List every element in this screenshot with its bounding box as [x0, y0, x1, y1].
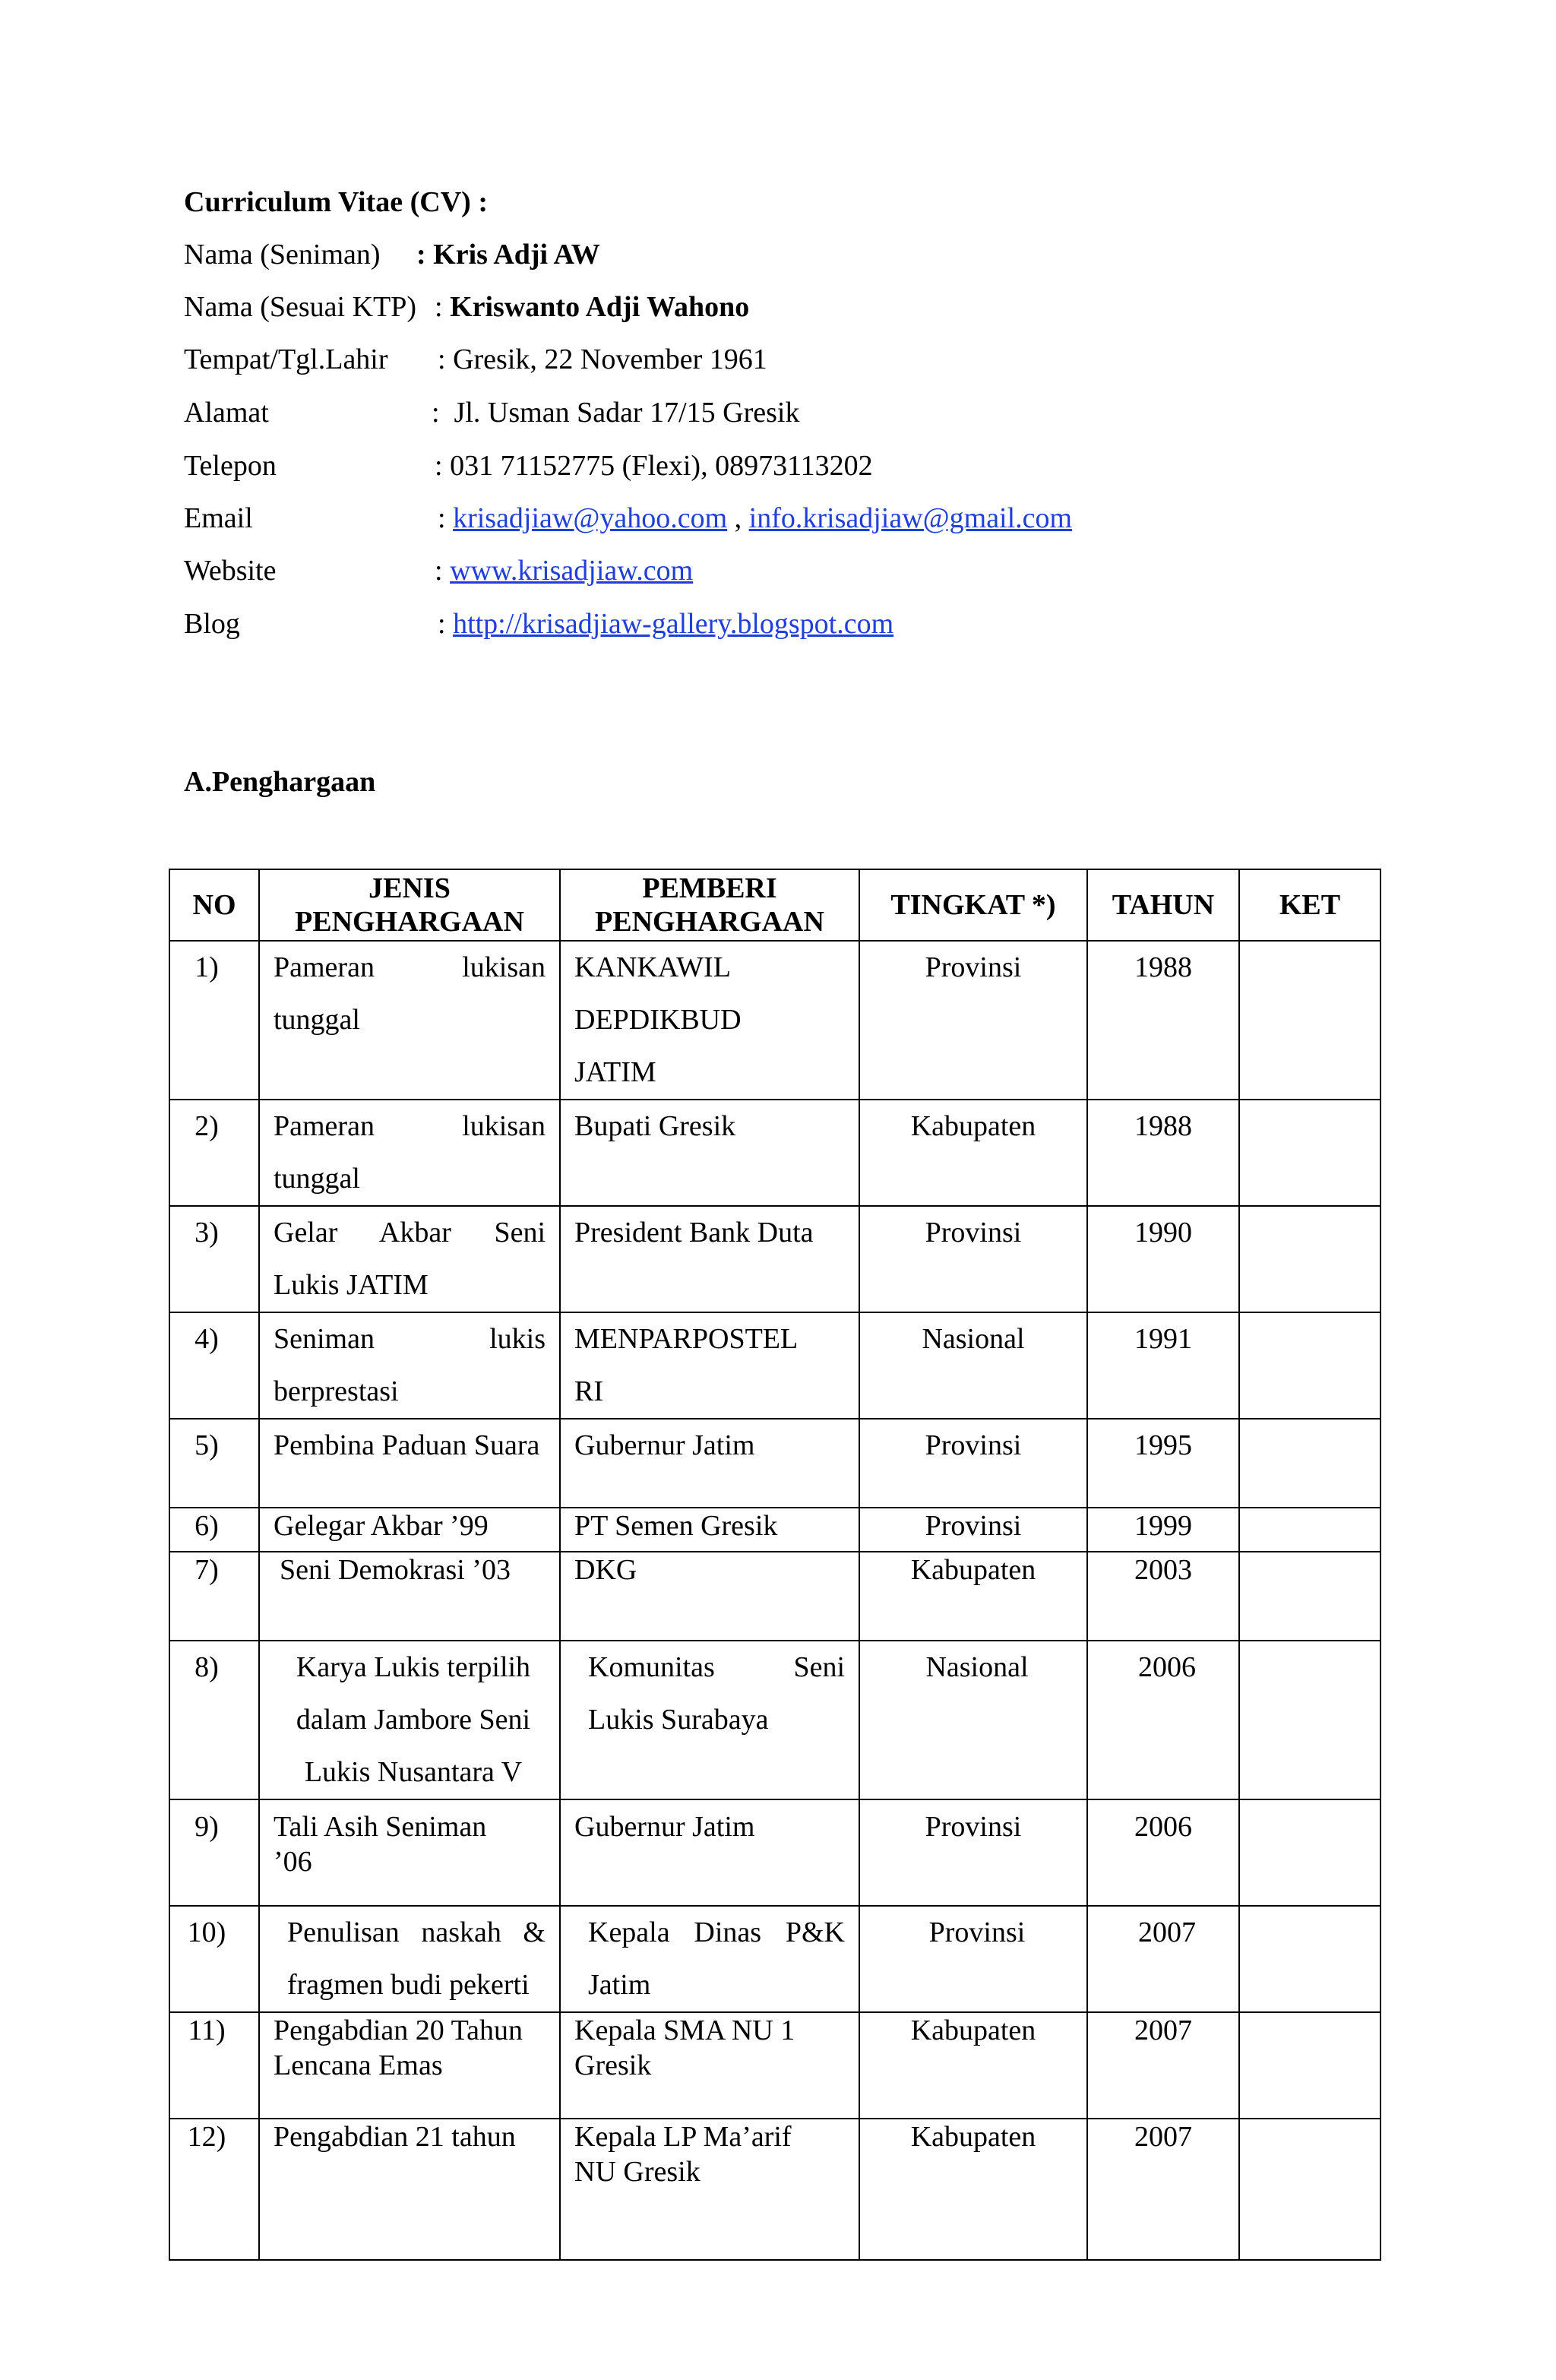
cell-jenis: Penulisan naskah & fragmen budi pekerti: [259, 1906, 560, 2012]
cell-pemberi: KANKAWIL DEPDIKBUD JATIM: [560, 941, 859, 1100]
cell-tingkat: Provinsi: [859, 1799, 1087, 1906]
table-row: [169, 1906, 1380, 2012]
website-link[interactable]: www.krisadjiaw.com: [450, 555, 694, 587]
cell-tingkat: Provinsi: [859, 941, 1087, 1100]
table-header-row: [169, 869, 1380, 941]
field-label: Nama (Seniman): [184, 239, 381, 271]
cell-jenis: Gelegar Akbar ’99: [259, 1508, 560, 1552]
cell-ket: [1239, 1419, 1380, 1508]
cell-jenis: Seniman lukis berprestasi: [259, 1312, 560, 1419]
cell-tahun: 2007: [1087, 2012, 1239, 2119]
cell-tahun: 1991: [1087, 1312, 1239, 1419]
cell-tingkat: Provinsi: [859, 1419, 1087, 1508]
cell-pemberi: President Bank Duta: [560, 1206, 859, 1312]
field-label: Telepon: [184, 450, 277, 482]
table-row: [169, 2012, 1380, 2119]
field-value: Kriswanto Adji Wahono: [450, 291, 750, 323]
cell-pemberi: PT Semen Gresik: [560, 1508, 859, 1552]
cell-pemberi: Komunitas Seni Lukis Surabaya: [560, 1641, 859, 1799]
field-label: Tempat/Tgl.Lahir: [184, 343, 388, 375]
cell-no: 5): [169, 1419, 259, 1508]
field-joiner: ,: [727, 502, 749, 534]
cell-pemberi: Gubernur Jatim: [560, 1799, 859, 1906]
cell-ket: [1239, 1100, 1380, 1206]
cell-pemberi: Kepala Dinas P&K Jatim: [560, 1906, 859, 2012]
header-jenis: JENIS PENGHARGAAN: [259, 869, 560, 941]
field-label: Nama (Sesuai KTP): [184, 291, 417, 323]
cell-tahun: 2003: [1087, 1552, 1239, 1641]
cell-ket: [1239, 941, 1380, 1100]
table-row: [169, 1552, 1380, 1641]
cell-no: 4): [169, 1312, 259, 1419]
cell-ket: [1239, 1799, 1380, 1906]
field-label: Website: [184, 555, 277, 587]
cell-tahun: 1988: [1087, 1100, 1239, 1206]
cell-tahun: 2007: [1087, 2119, 1239, 2260]
field-value: Jl. Usman Sadar 17/15 Gresik: [454, 397, 800, 429]
table-row: [169, 941, 1380, 1100]
field-separator: :: [432, 397, 454, 429]
cell-tingkat: Provinsi: [859, 1906, 1087, 2012]
field-value: Kris Adji AW: [433, 239, 600, 271]
awards-table: [169, 869, 1381, 2261]
table-row: [169, 1419, 1380, 1508]
header-pemberi: PEMBERI PENGHARGAAN: [560, 869, 859, 941]
header-no: NO: [169, 869, 259, 941]
field-separator: :: [416, 239, 434, 271]
cell-ket: [1239, 2119, 1380, 2260]
cell-tingkat: Nasional: [859, 1312, 1087, 1419]
table-row: [169, 1799, 1380, 1906]
cell-no: 8): [169, 1641, 259, 1799]
cell-no: 1): [169, 941, 259, 1100]
cell-tingkat: Kabupaten: [859, 1552, 1087, 1641]
field-label: Alamat: [184, 397, 269, 429]
cell-ket: [1239, 1508, 1380, 1552]
table-row: [169, 2119, 1380, 2260]
cell-tahun: 2006: [1087, 1799, 1239, 1906]
cell-tahun: 1995: [1087, 1419, 1239, 1508]
header-tahun: TAHUN: [1087, 869, 1239, 941]
cell-jenis: Karya Lukis terpilih dalam Jambore Seni Lukis Nusantara V: [259, 1641, 560, 1799]
cell-ket: [1239, 2012, 1380, 2119]
cell-ket: [1239, 1906, 1380, 2012]
field-separator: :: [438, 502, 454, 534]
cell-pemberi: MENPARPOSTEL RI: [560, 1312, 859, 1419]
cell-tingkat: Nasional: [859, 1641, 1087, 1799]
cell-no: 12): [169, 2119, 259, 2260]
cell-tingkat: Kabupaten: [859, 1100, 1087, 1206]
field-label: Blog: [184, 608, 240, 640]
table-row: [169, 1206, 1380, 1312]
cell-pemberi: Gubernur Jatim: [560, 1419, 859, 1508]
cell-jenis: Tali Asih Seniman ’06: [259, 1799, 560, 1906]
cell-pemberi: Kepala LP Ma’arif NU Gresik: [560, 2119, 859, 2260]
cell-tahun: 2006: [1087, 1641, 1239, 1799]
cell-tahun: 1988: [1087, 941, 1239, 1100]
field-label: Email: [184, 502, 253, 534]
cell-jenis: Pengabdian 20 Tahun Lencana Emas: [259, 2012, 560, 2119]
cell-tingkat: Provinsi: [859, 1206, 1087, 1312]
field-separator: :: [438, 608, 454, 640]
cell-no: 2): [169, 1100, 259, 1206]
cell-tingkat: Provinsi: [859, 1508, 1087, 1552]
cell-jenis: Pameran lukisan tunggal: [259, 1100, 560, 1206]
cell-no: 3): [169, 1206, 259, 1312]
cell-tahun: 1999: [1087, 1508, 1239, 1552]
cell-no: 6): [169, 1508, 259, 1552]
cell-tingkat: Kabupaten: [859, 2012, 1087, 2119]
field-separator: :: [438, 343, 454, 375]
field-separator: :: [435, 450, 451, 482]
cell-tahun: 2007: [1087, 1906, 1239, 2012]
field-value: 031 71152775 (Flexi), 08973113202: [450, 450, 873, 482]
cell-no: 10): [169, 1906, 259, 2012]
table-row: [169, 1312, 1380, 1419]
table-row: [169, 1100, 1380, 1206]
cell-jenis: Gelar Akbar Seni Lukis JATIM: [259, 1206, 560, 1312]
table-row: [169, 1641, 1380, 1799]
blog-link[interactable]: http://krisadjiaw-gallery.blogspot.com: [453, 608, 894, 640]
field-value: Gresik, 22 November 1961: [453, 343, 767, 375]
cell-no: 7): [169, 1552, 259, 1641]
field-separator: :: [435, 291, 451, 323]
cell-pemberi: Kepala SMA NU 1 Gresik: [560, 2012, 859, 2119]
header-tingkat: TINGKAT *): [859, 869, 1087, 941]
table-row: [169, 1508, 1380, 1552]
email-link-gmail[interactable]: info.krisadjiaw@gmail.com: [748, 502, 1073, 534]
cell-ket: [1239, 1552, 1380, 1641]
cell-pemberi: Bupati Gresik: [560, 1100, 859, 1206]
cell-jenis: Seni Demokrasi ’03: [259, 1552, 560, 1641]
cell-tahun: 1990: [1087, 1206, 1239, 1312]
cell-ket: [1239, 1206, 1380, 1312]
cell-no: 11): [169, 2012, 259, 2119]
cell-tingkat: Kabupaten: [859, 2119, 1087, 2260]
cell-ket: [1239, 1312, 1380, 1419]
cell-jenis: Pembina Paduan Suara: [259, 1419, 560, 1508]
field-separator: :: [435, 555, 451, 587]
cell-pemberi: DKG: [560, 1552, 859, 1641]
header-ket: KET: [1239, 869, 1380, 941]
cell-jenis: Pameran lukisan tunggal: [259, 941, 560, 1100]
cv-heading: Curriculum Vitae (CV) :: [184, 186, 488, 218]
email-link-yahoo[interactable]: krisadjiaw@yahoo.com: [453, 502, 728, 534]
cell-ket: [1239, 1641, 1380, 1799]
section-title-penghargaan: A.Penghargaan: [184, 766, 376, 798]
cell-no: 9): [169, 1799, 259, 1906]
cell-jenis: Pengabdian 21 tahun: [259, 2119, 560, 2260]
